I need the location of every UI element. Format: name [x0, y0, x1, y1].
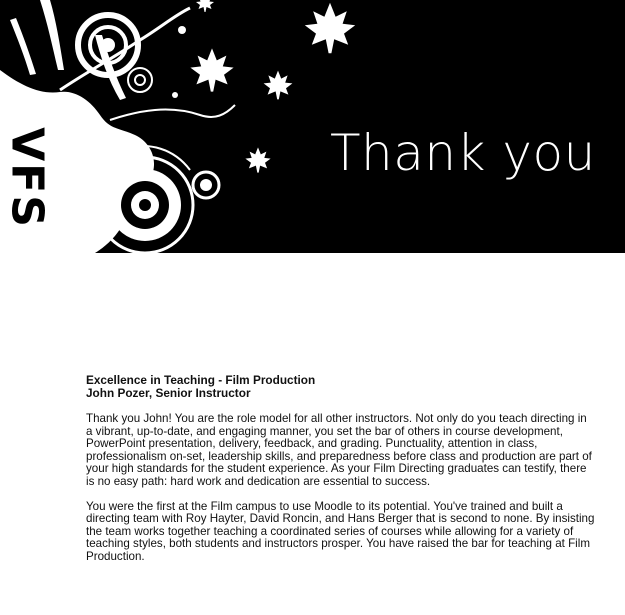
leaf-icon — [264, 71, 293, 100]
leaf-icon — [190, 48, 233, 91]
swirl-circle-target — [193, 172, 219, 198]
award-title: Excellence in Teaching - Film Production — [86, 373, 316, 387]
recipient-name: John Pozer, Senior Instructor — [86, 386, 251, 400]
vfs-logo-text: VFS — [1, 127, 53, 229]
vfs-logo — [0, 118, 60, 238]
dot — [178, 26, 186, 34]
banner-title: Thank you — [330, 124, 596, 182]
banner — [0, 0, 625, 253]
leaf-icon — [196, 0, 214, 12]
swirl-circle-bottom — [97, 157, 193, 253]
leaf-icon — [305, 3, 355, 53]
letter-paragraph: You were the first at the Film campus to use Moodle to its potential. You've trained and built a directing team with Roy Hayter, David Roncin, and Hans Berger that is second to none. By insisting the team works together teaching a coordinated series of courses while allowing for a variety of teaching styles, both students and instructors prosper. You have raised the bar for teaching at Film Production. — [86, 499, 595, 563]
dot — [172, 92, 178, 98]
swirl-circle-small — [128, 68, 152, 92]
dot — [92, 137, 98, 143]
splash-drip — [40, 0, 64, 70]
letter-body — [86, 374, 596, 564]
leaf-icon — [245, 147, 270, 172]
splash-drip — [10, 18, 36, 75]
letter-paragraph: Thank you John! You are the role model for all other instructors. Not only do you teach directing in a vibrant, up-to-date, and engaging manner, you set the bar of others in course development, PowerPoint presentation, delivery, feedback, and grading. Punctuality, attention in class, professionalism on-set, leadership skills, and preparedness before class and production are part of your high standards for the student experience. As your Film Directing graduates can testify, there is no easy path: hard work and dedication are essential to success. — [86, 412, 592, 488]
splash-branch — [110, 105, 235, 120]
